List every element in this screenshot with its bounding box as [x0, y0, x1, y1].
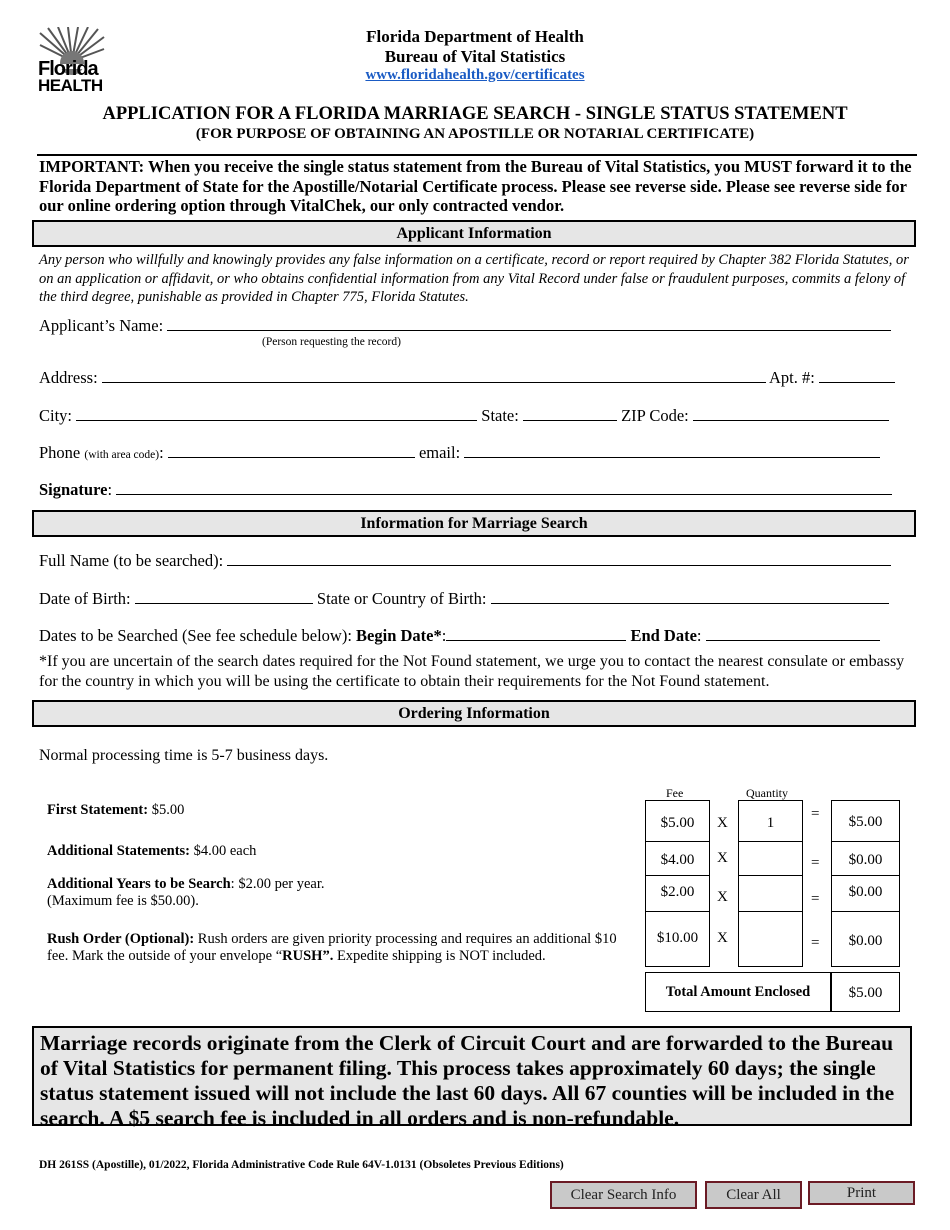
- dates-label: Dates to be Searched (See fee schedule below):: [39, 626, 352, 645]
- quantity-input[interactable]: [738, 911, 803, 967]
- fee-cell: $5.00: [645, 800, 710, 842]
- additional-statements-row: [47, 843, 256, 860]
- quantity-input[interactable]: [738, 875, 803, 912]
- city-label: City:: [39, 406, 73, 425]
- full-name-row: [39, 551, 891, 571]
- clear-search-info-button[interactable]: Clear Search Info: [550, 1181, 697, 1209]
- fee-cell: $4.00: [645, 841, 710, 876]
- total-cell: $0.00: [831, 911, 900, 967]
- logo-text-florida: Florida: [38, 58, 98, 80]
- applicant-name-label: Applicant’s Name:: [39, 316, 164, 335]
- additional-years-fee: : $2.00 per year.: [230, 876, 325, 892]
- form-footer: DH 261SS (Apostille), 01/2022, Florida Administrative Code Rule 64V-1.0131 (Obsoletes Previous Editions): [39, 1159, 564, 1171]
- multiply-sign: X: [717, 930, 728, 946]
- dob-label: Date of Birth:: [39, 589, 131, 608]
- quantity-column-header: Quantity: [746, 786, 788, 800]
- rush-word: RUSH: [282, 948, 323, 964]
- additional-statements-fee: $4.00 each: [193, 843, 257, 859]
- end-date-label: End Date: [630, 626, 697, 645]
- fee-cell: $10.00: [645, 911, 710, 967]
- applicant-name-row: [39, 316, 891, 336]
- email-input[interactable]: [464, 443, 880, 458]
- total-cell: $0.00: [831, 841, 900, 876]
- full-name-input[interactable]: [227, 551, 891, 566]
- apt-input[interactable]: [819, 368, 895, 383]
- additional-years-row: [47, 876, 325, 910]
- search-dates-note: *If you are uncertain of the search dates required for the Not Found statement, we urge you to contact the nearest consulate or embassy for the country in which you will be using the certificate to obtain their requirements for the Not Found statement.: [39, 653, 905, 690]
- equals-sign: =: [811, 891, 820, 907]
- address-row: [39, 368, 895, 388]
- ordering-section-header: Ordering Information: [32, 700, 916, 727]
- applicant-name-hint: (Person requesting the record): [262, 336, 401, 348]
- org-name: Florida Department of Health: [366, 27, 584, 46]
- marriage-records-notice: Marriage records originate from the Clerk of Circuit Court and are forwarded to the Bureau of Vital Statistics for permanent filing. This process takes approximately 60 days; the single status statement issued will not include the last 60 days. All 67 counties will be included in the search. A $5 search fee is included in all orders and is non-refundable.: [32, 1026, 912, 1126]
- begin-date-colon: :: [441, 626, 447, 645]
- multiply-sign: X: [717, 815, 728, 831]
- applicant-name-input[interactable]: [167, 316, 891, 331]
- important-divider: [37, 154, 917, 156]
- multiply-sign: X: [717, 850, 728, 866]
- signature-input[interactable]: [116, 480, 892, 495]
- city-input[interactable]: [76, 406, 477, 421]
- marriage-search-section-header: Information for Marriage Search: [32, 510, 916, 537]
- total-cell: $0.00: [831, 875, 900, 912]
- website-link[interactable]: www.floridahealth.gov/certificates: [365, 67, 585, 83]
- quantity-input[interactable]: 1: [738, 800, 803, 842]
- additional-years-label: Additional Years to be Search: [47, 876, 231, 892]
- full-name-label: Full Name (to be searched):: [39, 551, 224, 570]
- quantity-input[interactable]: [738, 841, 803, 876]
- end-date-colon: :: [696, 626, 702, 645]
- additional-statements-label: Additional Statements:: [47, 843, 190, 859]
- first-statement-label: First Statement:: [47, 802, 149, 818]
- phone-colon: :: [159, 443, 164, 462]
- multiply-sign: X: [717, 889, 728, 905]
- clear-all-button[interactable]: Clear All: [705, 1181, 802, 1209]
- phone-row: [39, 443, 880, 463]
- applicant-section-header: Applicant Information: [32, 220, 916, 247]
- total-cell: $5.00: [831, 800, 900, 842]
- phone-input[interactable]: [168, 443, 415, 458]
- state-input[interactable]: [523, 406, 617, 421]
- additional-years-max: (Maximum fee is $50.00).: [47, 893, 199, 909]
- city-row: [39, 406, 889, 426]
- address-label: Address:: [39, 368, 98, 387]
- phone-hint: (with area code): [84, 449, 160, 461]
- email-label: email:: [418, 443, 461, 462]
- processing-time: Normal processing time is 5-7 business days.: [39, 747, 329, 764]
- fee-column-header: Fee: [666, 786, 684, 800]
- birth-row: [39, 589, 889, 609]
- signature-colon: :: [107, 480, 113, 499]
- print-button[interactable]: Print: [808, 1181, 915, 1205]
- signature-row: [39, 480, 892, 500]
- zip-label: ZIP Code:: [621, 406, 689, 425]
- total-amount-label: Total Amount Enclosed: [645, 972, 831, 1012]
- logo-text-health: HEALTH: [38, 76, 103, 95]
- end-date-input[interactable]: [706, 626, 880, 641]
- first-statement-fee: $5.00: [151, 802, 185, 818]
- rush-shipping-note: Expedite shipping is NOT included.: [333, 948, 546, 964]
- dob-input[interactable]: [135, 589, 313, 604]
- signature-label: Signature: [39, 480, 108, 499]
- equals-sign: =: [811, 855, 820, 871]
- zip-input[interactable]: [693, 406, 889, 421]
- form-title: APPLICATION FOR A FLORIDA MARRIAGE SEARCH - SINGLE STATUS STATEMENT: [102, 104, 848, 124]
- state-label: State:: [481, 406, 519, 425]
- equals-sign: =: [811, 935, 820, 951]
- begin-date-label: Begin Date*: [356, 626, 442, 645]
- phone-label: Phone: [39, 443, 81, 462]
- begin-date-input[interactable]: [446, 626, 626, 641]
- dates-row: [39, 626, 880, 646]
- total-amount-value: $5.00: [831, 972, 900, 1012]
- address-input[interactable]: [102, 368, 766, 383]
- rush-order-row: [47, 931, 637, 965]
- false-info-warning: Any person who willfully and knowingly provides any false information on a certificate, record or report required by Chapter 382 Florida Statutes, or on an application or affidavit, or who obtains confidential information from any Vital Record under false or fraudulent purposes, commits a felony of the third degree, punishable as provided in Chapter 775, Florida Statutes.: [39, 252, 909, 305]
- bureau-name: Bureau of Vital Statistics: [384, 47, 566, 66]
- important-notice: IMPORTANT: When you receive the single status statement from the Bureau of Vital Statistics, you MUST forward it to the Florida Department of State for the Apostille/Notarial Certificate process. Please see reverse side. Please see reverse side for our online ordering option through VitalChek, our only contracted vendor.: [39, 157, 912, 215]
- fee-cell: $2.00: [645, 875, 710, 912]
- form-subtitle: (FOR PURPOSE OF OBTAINING AN APOSTILLE OR NOTARIAL CERTIFICATE): [195, 126, 755, 142]
- rush-close-quote: ”.: [322, 948, 334, 964]
- apt-label: Apt. #:: [769, 368, 815, 387]
- rush-order-label: Rush Order (Optional):: [47, 931, 195, 947]
- first-statement-row: [47, 802, 184, 819]
- equals-sign: =: [811, 806, 820, 822]
- birth-place-input[interactable]: [491, 589, 889, 604]
- birth-place-label: State or Country of Birth:: [316, 589, 487, 608]
- rush-order-text: Rush orders are given priority processing and requires an additional $10 fee. Mark the outside of your envelope “: [47, 931, 617, 964]
